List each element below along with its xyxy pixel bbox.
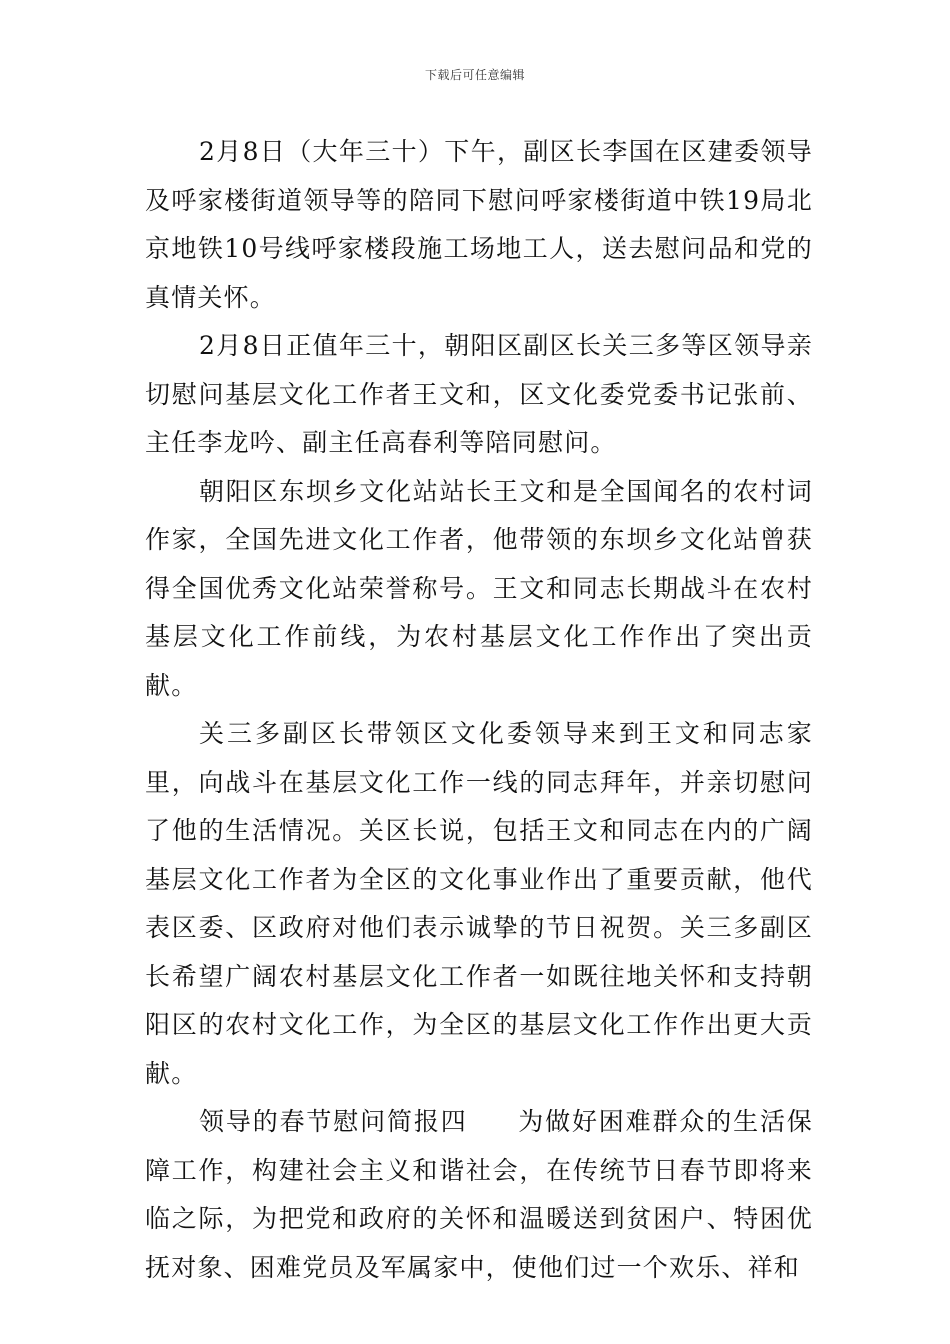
paragraph-1: 2月8日（大年三十）下午，副区长李国在区建委领导及呼家楼街道领导等的陪同下慰问呼家楼街道中铁19局北京地铁10号线呼家楼段施工场地工人，送去慰问品和党的真情关怀。: [145, 137, 813, 312]
paragraph-5-text: 为做好困难群众的生活保障工作，构建社会主义和谐社会，在传统节日春节即将来临之际，为把党和政府的关怀和温暖送到贫困户、特困优抚对象、困难党员及军属家中，使他们过一个欢乐、祥和: [145, 1107, 813, 1282]
paragraph-3: 朝阳区东坝乡文化站站长王文和是全国闻名的农村词作家，全国先进文化工作者，他带领的东坝乡文化站曾获得全国优秀文化站荣誉称号。王文和同志长期战斗在农村基层文化工作前线，为农村基层文化工作作出了突出贡献。: [145, 476, 813, 700]
section-lead: 领导的春节慰问简报四: [199, 1107, 468, 1136]
paragraph-4: 关三多副区长带领区文化委领导来到王文和同志家里，向战斗在基层文化工作一线的同志拜年，并亲切慰问了他的生活情况。关区长说，包括王文和同志在内的广阔基层文化工作者为全区的文化事业作出了重要贡献，他代表区委、区政府对他们表示诚挚的节日祝贺。关三多副区长希望广阔农村基层文化工作者一如既往地关怀和支持朝阳区的农村文化工作，为全区的基层文化工作作出更大贡献。: [145, 719, 813, 1088]
document-body: [145, 128, 813, 1292]
page-header: 下载后可任意编辑: [424, 68, 525, 82]
paragraph-2: 2月8日正值年三十，朝阳区副区长关三多等区领导亲切慰问基层文化工作者王文和，区文化委党委书记张前、主任李龙吟、副主任高春利等陪同慰问。: [145, 331, 813, 457]
paragraph-5: [145, 1098, 813, 1292]
